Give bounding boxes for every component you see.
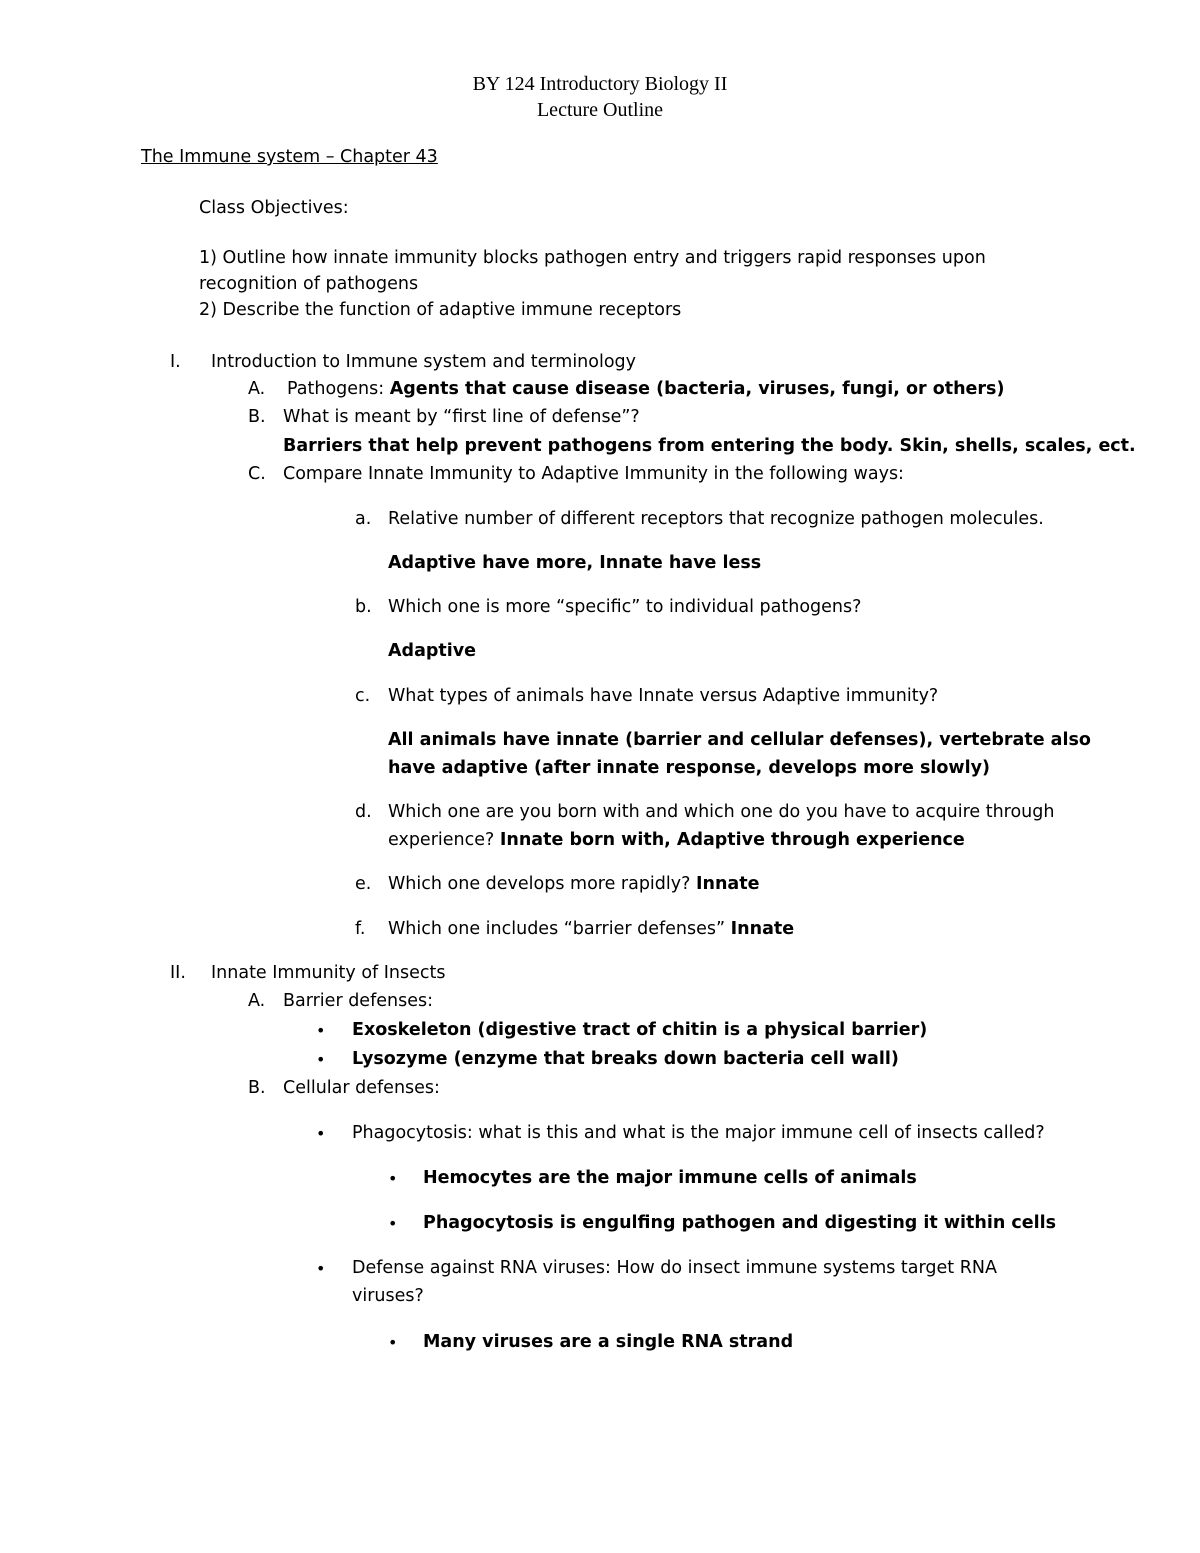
answer-text: Adaptive — [388, 641, 477, 661]
question-text: Which one includes “barrier defenses” — [388, 919, 726, 939]
answer-text: Many viruses are a single RNA strand — [423, 1332, 794, 1352]
item-marker: B. — [248, 1078, 266, 1098]
section-marker: II. — [170, 963, 186, 983]
subitem-f — [388, 918, 794, 940]
objective-2 — [199, 299, 681, 321]
item-2a-title: Barrier defenses: — [283, 991, 433, 1011]
item-label: Pathogens: — [287, 379, 385, 399]
sub-bullet-item — [423, 1331, 793, 1353]
section-title: The Immune system – Chapter 43 — [141, 147, 438, 167]
course-title: BY 124 Introductory Biology II — [472, 73, 728, 95]
answer-text: Innate born with, Adaptive through experience — [499, 830, 965, 850]
bullet-item — [352, 1048, 899, 1070]
answer-text: Innate — [696, 874, 760, 894]
item-1b-question: What is meant by “first line of defense”? — [283, 407, 640, 427]
objective-text: Outline how innate immunity blocks pathogen entry and triggers rapid responses upon — [222, 248, 986, 268]
answer-text: Adaptive have more, Innate have less — [388, 553, 762, 573]
subitem-a-answer — [388, 552, 761, 574]
bullet-item: Defense against RNA viruses: How do insect immune systems target RNA — [352, 1258, 997, 1278]
bullet-icon: • — [316, 1259, 326, 1278]
answer-text: have adaptive (after innate response, develops more slowly) — [388, 758, 991, 778]
section-1-title: Introduction to Immune system and terminology — [211, 352, 637, 372]
subitem-b-question: Which one is more “specific” to individual pathogens? — [388, 597, 862, 617]
item-marker: A. — [248, 379, 266, 399]
subitem-marker: b. — [355, 597, 372, 617]
bullet-item — [352, 1122, 1045, 1144]
subitem-b-answer — [388, 640, 476, 662]
document-subtitle: Lecture Outline — [536, 99, 664, 121]
item-marker: C. — [248, 464, 266, 484]
sub-bullet-item — [423, 1212, 1056, 1234]
answer-text: Hemocytes are the major immune cells of animals — [423, 1168, 917, 1188]
bullet-icon: • — [316, 1124, 326, 1143]
bullet-icon: • — [316, 1021, 326, 1040]
section-2-title: Innate Immunity of Insects — [211, 963, 446, 983]
subitem-marker: e. — [355, 874, 372, 894]
item-answer: Agents that cause disease (bacteria, viruses, fungi, or others) — [389, 379, 1005, 399]
subitem-marker: d. — [355, 802, 372, 822]
bullet-icon: • — [388, 1169, 398, 1188]
answer-text: Exoskeleton (digestive tract of chitin is a physical barrier) — [352, 1020, 928, 1040]
answer-text: Lysozyme (enzyme that breaks down bacteria cell wall) — [352, 1049, 899, 1069]
bullet-icon: • — [388, 1333, 398, 1352]
label-text: Phagocytosis: — [352, 1123, 473, 1143]
subitem-d-question: Which one are you born with and which one do you have to acquire through — [388, 802, 1055, 822]
answer-text: Phagocytosis is engulfing pathogen and digesting it within cells — [423, 1213, 1057, 1233]
answer-text: Innate — [730, 919, 795, 939]
item-marker: A. — [248, 991, 266, 1011]
question-text: experience? — [388, 830, 495, 850]
subitem-c-answer — [388, 729, 1091, 751]
subitem-c-answer-cont — [388, 757, 990, 779]
bullet-icon: • — [388, 1214, 398, 1233]
subitem-marker: a. — [355, 509, 372, 529]
objective-1 — [199, 247, 986, 269]
item-2b-title: Cellular defenses: — [283, 1078, 440, 1098]
item-marker: B. — [248, 407, 266, 427]
item-1a — [287, 378, 1004, 400]
subitem-e — [388, 873, 759, 895]
subitem-marker: f. — [355, 919, 366, 939]
subitem-marker: c. — [355, 686, 371, 706]
objective-number: 1) — [199, 248, 217, 268]
section-marker: I. — [170, 352, 181, 372]
bullet-item — [352, 1019, 927, 1041]
sub-bullet-item — [423, 1167, 917, 1189]
answer-text: Barriers that help prevent pathogens from entering the body. Skin, shells, scales, ect. — [283, 436, 1136, 456]
item-1b-answer — [283, 435, 1136, 457]
item-1c-question: Compare Innate Immunity to Adaptive Immunity in the following ways: — [283, 464, 904, 484]
objectives-heading: Class Objectives: — [199, 198, 349, 218]
subitem-a-question: Relative number of different receptors that recognize pathogen molecules. — [388, 509, 1044, 529]
bullet-icon: • — [316, 1050, 326, 1069]
question-text: what is this and what is the major immune cell of insects called? — [478, 1123, 1045, 1143]
question-text: Which one develops more rapidly? — [388, 874, 691, 894]
answer-text: All animals have innate (barrier and cellular defenses), vertebrate also — [388, 730, 1091, 750]
subitem-d-cont — [388, 829, 965, 851]
objective-1-cont: recognition of pathogens — [199, 274, 419, 294]
objective-number: 2) — [199, 300, 217, 320]
bullet-item-cont: viruses? — [352, 1286, 424, 1306]
objective-text: Describe the function of adaptive immune receptors — [222, 300, 682, 320]
subitem-c-question: What types of animals have Innate versus Adaptive immunity? — [388, 686, 939, 706]
